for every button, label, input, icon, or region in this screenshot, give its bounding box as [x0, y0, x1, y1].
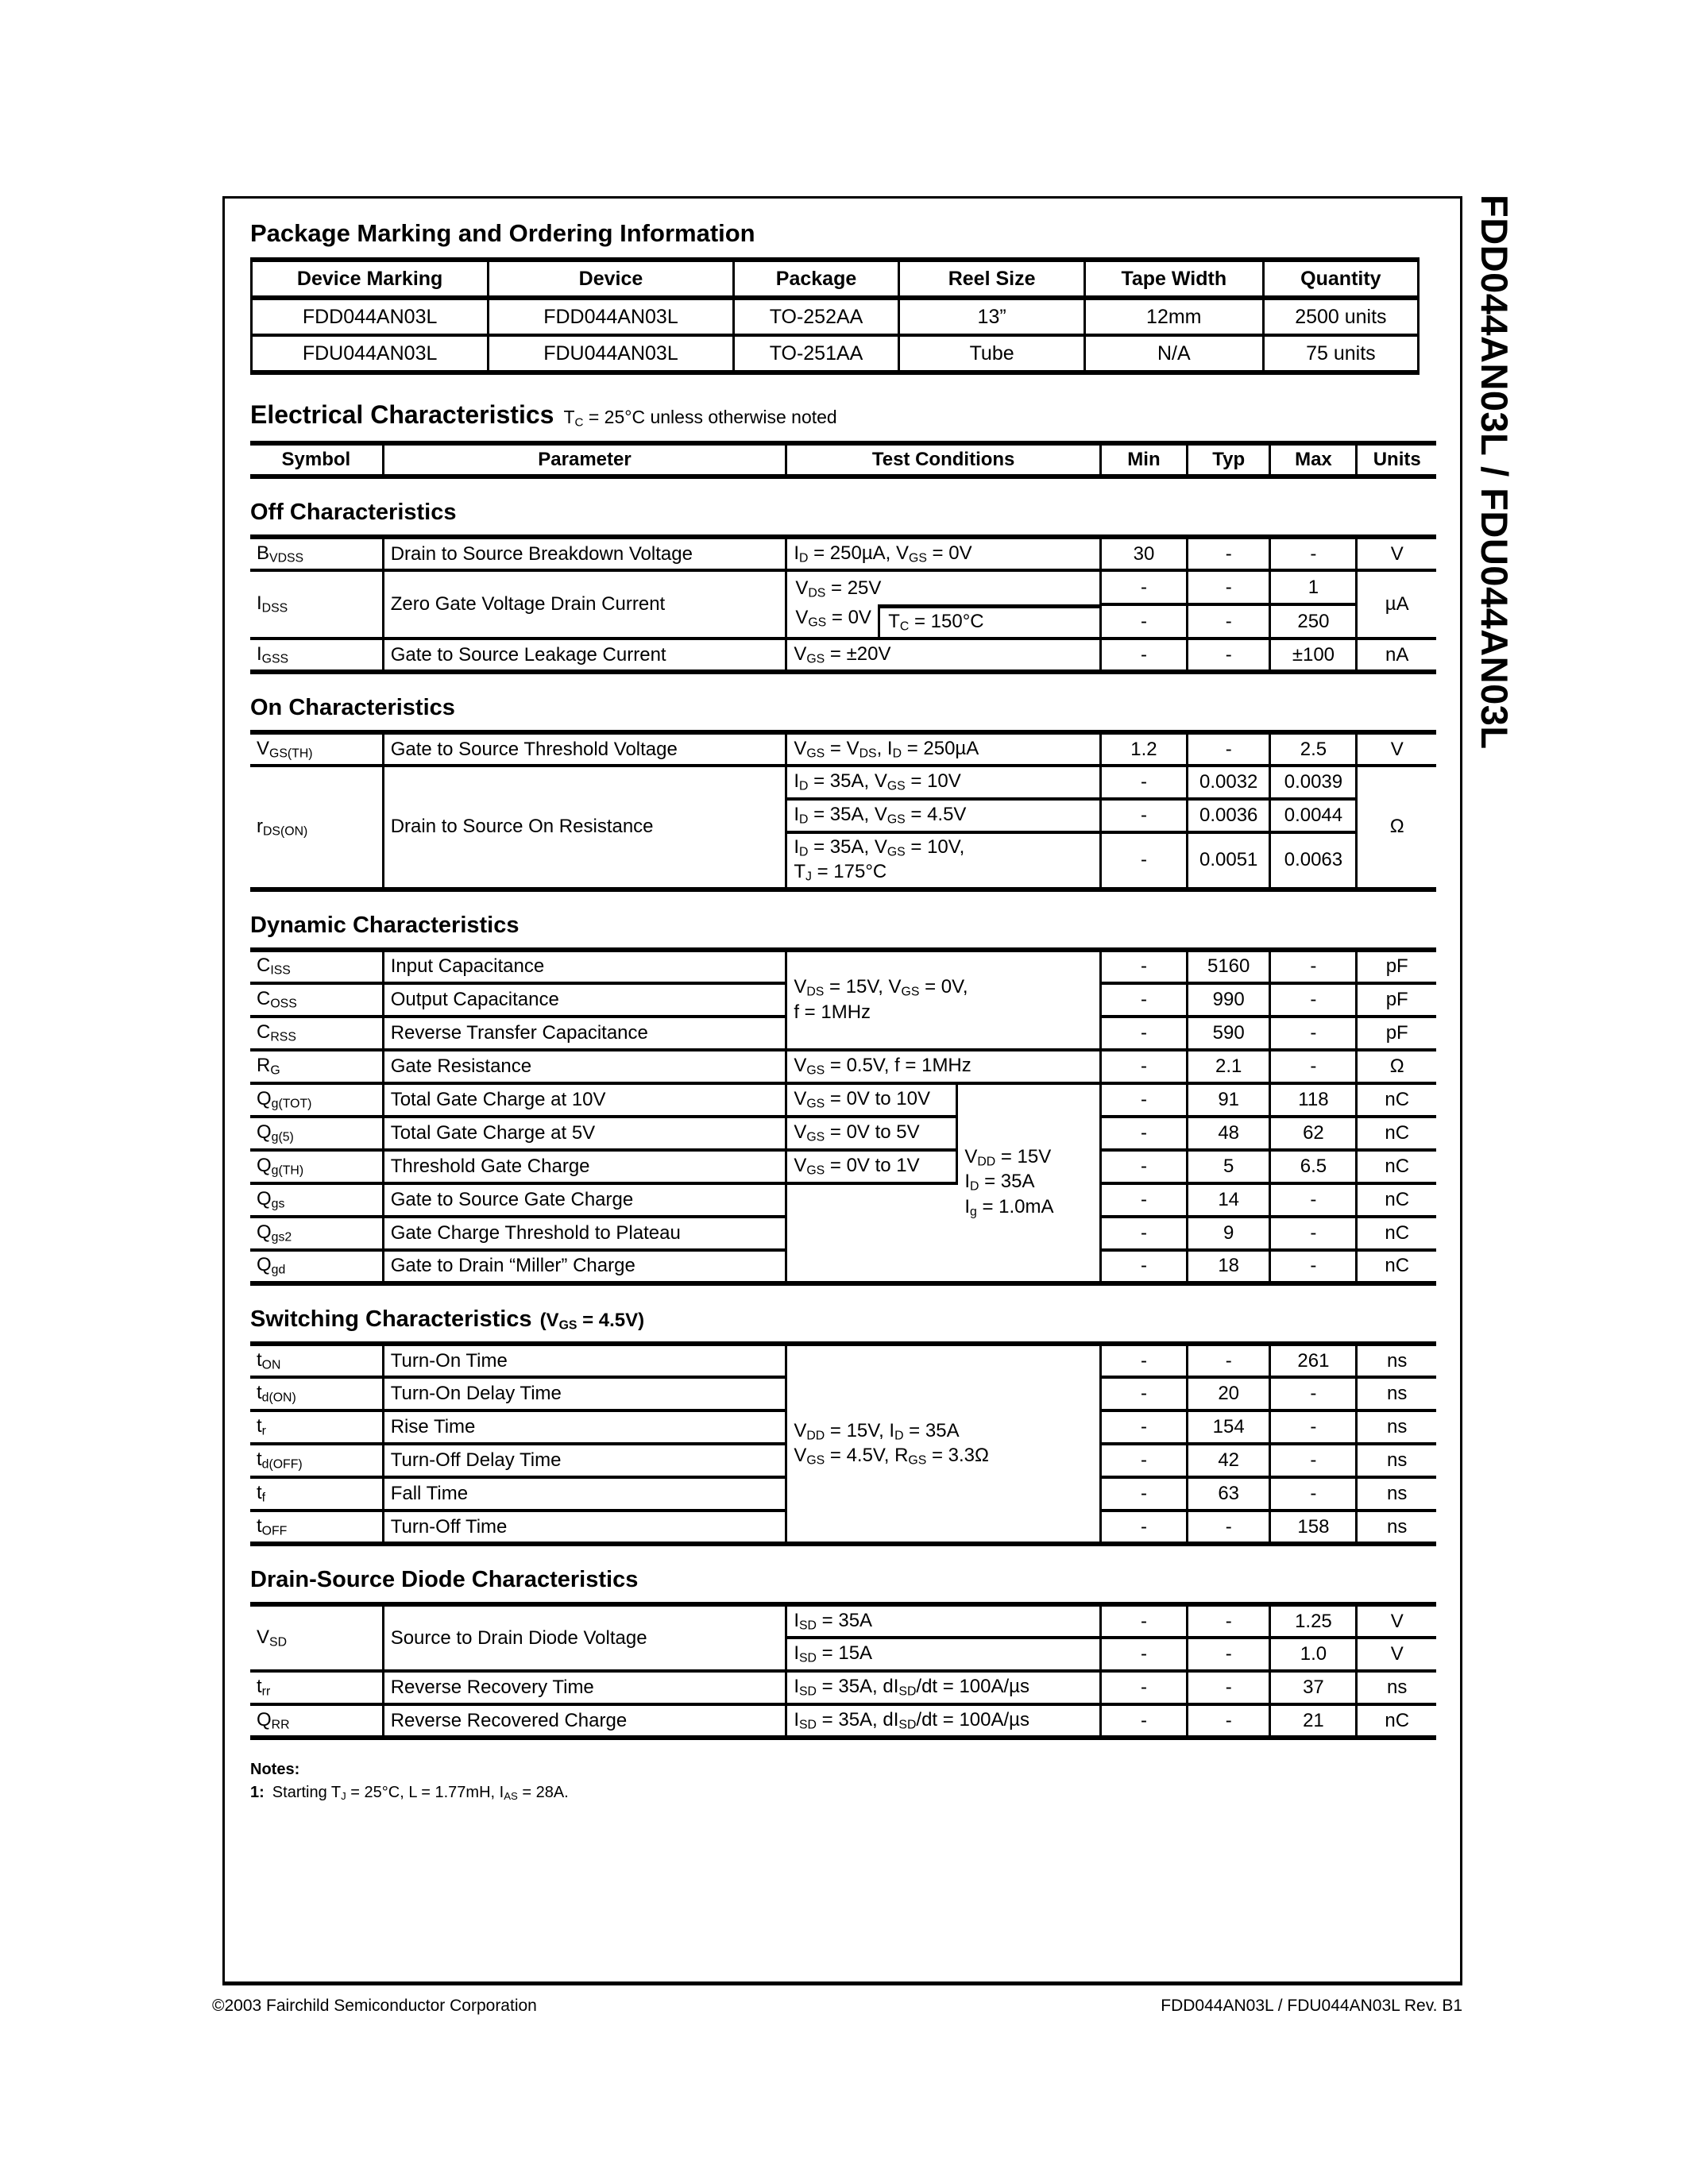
cell-typ: - — [1187, 732, 1270, 766]
row-rdson — [250, 766, 1436, 799]
section-title-suffix: $(V_{GS} = 4.5V)$ — [539, 1309, 645, 1333]
cell-symbol: $V_{GS(TH)}$ — [250, 732, 383, 766]
table-row — [252, 335, 1419, 372]
switching-characteristics-title — [250, 1306, 1436, 1333]
cell-max: 158 — [1270, 1511, 1357, 1544]
cell-min: - — [1100, 604, 1187, 639]
cell-min: - — [1100, 639, 1187, 672]
row-qg5 — [250, 1117, 1436, 1150]
diode-characteristics-table — [250, 1602, 1436, 1740]
cell-min: - — [1100, 832, 1187, 889]
cell-typ: 91 — [1187, 1083, 1270, 1117]
cell-symbol: $Q_{gs2}$ — [250, 1217, 383, 1250]
cell-symbol: $Q_{g(TH)}$ — [250, 1150, 383, 1183]
cell-symbol: $Q_{RR}$ — [250, 1704, 383, 1738]
cell-parameter: Gate to Drain “Miller” Charge — [383, 1250, 786, 1283]
column-header: Quantity — [1263, 260, 1418, 298]
cell-symbol: $Q_{gs}$ — [250, 1183, 383, 1217]
cell-max: - — [1270, 1410, 1357, 1444]
cell-min: - — [1100, 1638, 1187, 1671]
cell: N/A — [1084, 335, 1263, 372]
cell-typ: - — [1187, 1638, 1270, 1671]
cell-typ: 2.1 — [1187, 1050, 1270, 1083]
row-qgth — [250, 1150, 1436, 1183]
cell-units: nA — [1357, 639, 1436, 672]
condition-line: $V_{DS} = 15V$, $V_{GS} = 0V$, — [794, 976, 968, 999]
cell: 75 units — [1263, 335, 1418, 372]
cell-parameter: Drain to Source On Resistance — [383, 766, 786, 889]
condition-line: $V_{DD} = 15V$ — [964, 1146, 1052, 1169]
cell-parameter: Turn-Off Time — [383, 1511, 786, 1544]
cell-parameter: Reverse Recovered Charge — [383, 1704, 786, 1738]
cell-max: 37 — [1270, 1671, 1357, 1704]
cell-parameter: Zero Gate Voltage Drain Current — [383, 570, 786, 639]
cell-units: pF — [1357, 950, 1436, 983]
ordering-section-title: Package Marking and Ordering Information — [250, 219, 755, 247]
cell-min: 1.2 — [1100, 732, 1187, 766]
cell-typ: - — [1187, 1704, 1270, 1738]
cell-max: 1 — [1270, 570, 1357, 604]
cell-units: ns — [1357, 1444, 1436, 1477]
cell-condition: $I_{SD} = 35A$, $dI_{SD}/dt = 100A/\mu s$ — [786, 1704, 1101, 1738]
cell-typ: 63 — [1187, 1477, 1270, 1511]
cell-symbol: $R_G$ — [250, 1050, 383, 1083]
row-ton — [250, 1344, 1436, 1377]
cell-typ: - — [1187, 537, 1270, 570]
cell-symbol: $Q_{g(TOT)}$ — [250, 1083, 383, 1117]
cell-units: ns — [1357, 1671, 1436, 1704]
cell-symbol: $V_{SD}$ — [250, 1604, 383, 1671]
section-title-text: Switching Characteristics — [250, 1306, 532, 1332]
cell-max: 62 — [1270, 1117, 1357, 1150]
cell-symbol: $t_{OFF}$ — [250, 1511, 383, 1544]
cell-min: - — [1100, 1477, 1187, 1511]
cell-typ: 20 — [1187, 1377, 1270, 1410]
footer-doc-revision: FDD044AN03L / FDU044AN03L Rev. B1 — [1161, 1997, 1462, 2015]
cell-parameter: Turn-On Delay Time — [383, 1377, 786, 1410]
cell-typ: 590 — [1187, 1017, 1270, 1050]
cell-max: - — [1270, 1217, 1357, 1250]
cell-max: 1.0 — [1270, 1638, 1357, 1671]
cell-min: - — [1100, 983, 1187, 1017]
column-header: Tape Width — [1084, 260, 1263, 298]
cell-condition: $V_{GS} = 0.5V$, f = 1MHz — [786, 1050, 1101, 1083]
note-number: 1: — [250, 1784, 265, 1802]
cell-parameter: Gate to Source Threshold Voltage — [383, 732, 786, 766]
off-characteristics-title — [250, 500, 1436, 526]
cell-condition: $I_{SD} = 15A$ — [786, 1638, 1101, 1671]
cell-typ: 0.0051 — [1187, 832, 1270, 889]
cell-max: 2.5 — [1270, 732, 1357, 766]
cell-min: - — [1100, 1704, 1187, 1738]
cell-parameter: Fall Time — [383, 1477, 786, 1511]
cell-typ: 42 — [1187, 1444, 1270, 1477]
cell-max: 261 — [1270, 1344, 1357, 1377]
ordering-table — [250, 257, 1420, 375]
cell-max: 0.0063 — [1270, 832, 1357, 889]
cell-typ: 5 — [1187, 1150, 1270, 1183]
section-title-text: Drain-Source Diode Characteristics — [250, 1567, 639, 1593]
condition-line: $I_D = 35A$, $V_{GS} = 10V$, — [794, 836, 965, 859]
cell-units: nC — [1357, 1217, 1436, 1250]
cell-typ: 14 — [1187, 1183, 1270, 1217]
cell-parameter: Reverse Transfer Capacitance — [383, 1017, 786, 1050]
condition-line: $V_{DS} = 25V$ — [795, 577, 882, 600]
condition-line: $T_J = 175^\circ C$ — [794, 861, 887, 884]
electrical-section-title — [250, 400, 1436, 430]
cell-symbol: $t_{rr}$ — [250, 1671, 383, 1704]
cell: FDD044AN03L — [489, 298, 734, 335]
cell-max: ±100 — [1270, 639, 1357, 672]
cell-typ: - — [1187, 1344, 1270, 1377]
cell-parameter: Source to Drain Diode Voltage — [383, 1604, 786, 1671]
cell-min: - — [1100, 1150, 1187, 1183]
cell-max: 1.25 — [1270, 1604, 1357, 1638]
on-characteristics-title — [250, 695, 1436, 721]
row-igss — [250, 639, 1436, 672]
cell-symbol: $I_{DSS}$ — [250, 570, 383, 639]
cell-condition — [786, 950, 1101, 1050]
cell-condition: $I_{SD} = 35A$, $dI_{SD}/dt = 100A/\mu s$ — [786, 1671, 1101, 1704]
cell-min: - — [1100, 1250, 1187, 1283]
cell-symbol: $I_{GSS}$ — [250, 639, 383, 672]
cell-parameter: Drain to Source Breakdown Voltage — [383, 537, 786, 570]
cell-typ: 154 — [1187, 1410, 1270, 1444]
row-vsd — [250, 1604, 1436, 1638]
row-qgs — [250, 1183, 1436, 1217]
cell-units: V — [1357, 537, 1436, 570]
cell-min: - — [1100, 1444, 1187, 1477]
cell-typ: 0.0032 — [1187, 766, 1270, 799]
cell-max: 21 — [1270, 1704, 1357, 1738]
cell: TO-252AA — [733, 298, 899, 335]
footer-copyright: ©2003 Fairchild Semiconductor Corporation — [212, 1997, 537, 2015]
column-header: Min — [1100, 443, 1187, 477]
cell-max: - — [1270, 537, 1357, 570]
cell-typ: - — [1187, 1511, 1270, 1544]
cell-units: ns — [1357, 1344, 1436, 1377]
side-part-number-title: FDD044AN03L / FDU044AN03L — [1474, 195, 1516, 750]
cell-max: - — [1270, 1377, 1357, 1410]
cell-condition: $V_{GS} = 0V$ to 10V — [786, 1083, 957, 1117]
column-header: Device Marking — [252, 260, 489, 298]
cell: FDU044AN03L — [489, 335, 734, 372]
cell-typ: 18 — [1187, 1250, 1270, 1283]
cell-condition — [786, 570, 1101, 639]
row-ciss — [250, 950, 1436, 983]
cell-max: 0.0039 — [1270, 766, 1357, 799]
row-rg — [250, 1050, 1436, 1083]
cell-condition: $V_{GS} = V_{DS}$, $I_D = 250\mu A$ — [786, 732, 1101, 766]
column-header: Symbol — [250, 443, 383, 477]
cell-condition: $V_{GS} = 0V$ to 5V — [786, 1117, 957, 1150]
cell-typ: 5160 — [1187, 950, 1270, 983]
cell-max: - — [1270, 1444, 1357, 1477]
row-bvdss — [250, 537, 1436, 570]
cell: 2500 units — [1263, 298, 1418, 335]
cell-typ: 48 — [1187, 1117, 1270, 1150]
cell-condition: $I_{SD} = 35A$ — [786, 1604, 1101, 1638]
cell-condition: $V_{GS} = \pm 20V$ — [786, 639, 1101, 672]
cell-min: - — [1100, 1050, 1187, 1083]
cell-units: nC — [1357, 1250, 1436, 1283]
cell-parameter: Total Gate Charge at 10V — [383, 1083, 786, 1117]
cell-typ: 9 — [1187, 1217, 1270, 1250]
electrical-subtitle: $T_C = 25^\circ C$ unless otherwise noted — [563, 407, 837, 430]
column-header: Reel Size — [899, 260, 1085, 298]
cell-typ: - — [1187, 570, 1270, 604]
cell-typ: - — [1187, 604, 1270, 639]
cell-max: 6.5 — [1270, 1150, 1357, 1183]
cell-condition-empty — [786, 1183, 957, 1283]
ordering-header-row — [252, 260, 1419, 298]
cell-symbol: $t_r$ — [250, 1410, 383, 1444]
condition-line: $I_g = 1.0mA$ — [964, 1195, 1054, 1219]
cell: 12mm — [1084, 298, 1263, 335]
cell-min: - — [1100, 1377, 1187, 1410]
section-title-text: On Characteristics — [250, 695, 455, 720]
condition-line: $V_{GS} = 0V$ — [795, 606, 871, 629]
dynamic-characteristics-table — [250, 947, 1436, 1286]
cell-condition: $I_D = 35A$, $V_{GS} = 10V$ — [786, 766, 1101, 799]
cell-condition-shared — [786, 1344, 1101, 1544]
cell-symbol: $t_f$ — [250, 1477, 383, 1511]
cell-units: nC — [1357, 1117, 1436, 1150]
cell-max: - — [1270, 983, 1357, 1017]
notes-label: Notes: — [250, 1761, 300, 1779]
cell-max: - — [1270, 950, 1357, 983]
row-vgsth — [250, 732, 1436, 766]
switching-characteristics-table — [250, 1341, 1436, 1546]
cell-min: - — [1100, 1083, 1187, 1117]
cell-parameter: Output Capacitance — [383, 983, 786, 1017]
cell-parameter: Reverse Recovery Time — [383, 1671, 786, 1704]
condition-line: $T_C = 150^\circ C$ — [888, 611, 984, 634]
cell-max: - — [1270, 1050, 1357, 1083]
section-title-text: Dynamic Characteristics — [250, 912, 520, 938]
cell-units: V — [1357, 732, 1436, 766]
page-footer — [212, 1997, 1462, 2016]
cell-symbol: $C_{RSS}$ — [250, 1017, 383, 1050]
cell-min: - — [1100, 1410, 1187, 1444]
cell-min: - — [1100, 1217, 1187, 1250]
cell-max: 250 — [1270, 604, 1357, 639]
cell-max: - — [1270, 1017, 1357, 1050]
cell-parameter: Gate to Source Leakage Current — [383, 639, 786, 672]
cell-symbol: $r_{DS(ON)}$ — [250, 766, 383, 889]
cell-min: - — [1100, 1671, 1187, 1704]
characteristics-header-row — [250, 443, 1436, 477]
cell-symbol: $C_{OSS}$ — [250, 983, 383, 1017]
cell-typ: - — [1187, 1671, 1270, 1704]
cell-parameter: Turn-On Time — [383, 1344, 786, 1377]
cell-max: 0.0044 — [1270, 799, 1357, 832]
column-header: Units — [1357, 443, 1436, 477]
cell-min: - — [1100, 1017, 1187, 1050]
notes-section — [250, 1761, 1436, 1802]
cell-min: 30 — [1100, 537, 1187, 570]
row-qrr — [250, 1704, 1436, 1738]
cell: FDU044AN03L — [252, 335, 489, 372]
cell-symbol: $Q_{g(5)}$ — [250, 1117, 383, 1150]
on-characteristics-table — [250, 730, 1436, 892]
diode-characteristics-title — [250, 1567, 1436, 1593]
column-header: Device — [489, 260, 734, 298]
row-qgtot — [250, 1083, 1436, 1117]
cell-min: - — [1100, 1511, 1187, 1544]
cell-parameter: Turn-Off Delay Time — [383, 1444, 786, 1477]
datasheet-page-frame — [222, 196, 1462, 1985]
cell-symbol: $B_{VDSS}$ — [250, 537, 383, 570]
table-row — [252, 298, 1419, 335]
cell-condition: $V_{GS} = 0V$ to 1V — [786, 1150, 957, 1183]
cell-typ: 0.0036 — [1187, 799, 1270, 832]
row-trr — [250, 1671, 1436, 1704]
cell-parameter: Input Capacitance — [383, 950, 786, 983]
column-header: Max — [1270, 443, 1357, 477]
column-header: Test Conditions — [786, 443, 1101, 477]
note-text: Starting $T_J = 25^\circ C$, L = 1.77mH, $I_{AS} = 28A$. — [272, 1784, 569, 1802]
cell-parameter: Gate Charge Threshold to Plateau — [383, 1217, 786, 1250]
cell-condition: $I_D = 35A$, $V_{GS} = 4.5V$ — [786, 799, 1101, 832]
cell-parameter: Gate Resistance — [383, 1050, 786, 1083]
cell-units: Ω — [1357, 766, 1436, 889]
condition-sub-box — [878, 604, 1099, 637]
cell-units: pF — [1357, 983, 1436, 1017]
cell-max: 118 — [1270, 1083, 1357, 1117]
condition-line: f = 1MHz — [794, 1001, 871, 1023]
cell-units: nC — [1357, 1150, 1436, 1183]
cell-min: - — [1100, 570, 1187, 604]
cell-units: ns — [1357, 1477, 1436, 1511]
cell-symbol: $t_{ON}$ — [250, 1344, 383, 1377]
electrical-title: Electrical Characteristics — [250, 400, 554, 429]
cell-units: pF — [1357, 1017, 1436, 1050]
off-characteristics-table — [250, 534, 1436, 674]
cell-condition — [786, 832, 1101, 889]
cell-max: - — [1270, 1250, 1357, 1283]
cell-units: ns — [1357, 1511, 1436, 1544]
cell-min: - — [1100, 1604, 1187, 1638]
cell-min: - — [1100, 1344, 1187, 1377]
cell-units: µA — [1357, 570, 1436, 639]
cell-max: - — [1270, 1477, 1357, 1511]
cell-units: V — [1357, 1604, 1436, 1638]
cell-parameter: Total Gate Charge at 5V — [383, 1117, 786, 1150]
condition-line: $V_{GS} = 4.5V$, $R_{GS} = 3.3\Omega$ — [794, 1445, 989, 1468]
cell-typ: - — [1187, 639, 1270, 672]
cell: TO-251AA — [733, 335, 899, 372]
cell-min: - — [1100, 766, 1187, 799]
cell-parameter: Threshold Gate Charge — [383, 1150, 786, 1183]
column-header: Parameter — [383, 443, 786, 477]
electrical-header-table — [250, 441, 1436, 479]
cell-units: Ω — [1357, 1050, 1436, 1083]
cell-condition-shared — [957, 1083, 1101, 1283]
cell: Tube — [899, 335, 1085, 372]
section-title-text: Off Characteristics — [250, 500, 457, 525]
cell-symbol: $C_{ISS}$ — [250, 950, 383, 983]
cell-parameter: Gate to Source Gate Charge — [383, 1183, 786, 1217]
condition-line: $I_D = 35A$ — [964, 1171, 1035, 1194]
cell-units: ns — [1357, 1410, 1436, 1444]
cell-units: nC — [1357, 1704, 1436, 1738]
cell-units: nC — [1357, 1183, 1436, 1217]
dynamic-characteristics-title — [250, 913, 1436, 939]
cell-min: - — [1100, 1117, 1187, 1150]
cell-min: - — [1100, 799, 1187, 832]
cell-units: ns — [1357, 1377, 1436, 1410]
cell-min: - — [1100, 1183, 1187, 1217]
cell-symbol: $t_{d(ON)}$ — [250, 1377, 383, 1410]
condition-line: $V_{DD} = 15V$, $I_D = 35A$ — [794, 1419, 960, 1443]
cell-symbol: $t_{d(OFF)}$ — [250, 1444, 383, 1477]
cell-units: V — [1357, 1638, 1436, 1671]
cell: 13” — [899, 298, 1085, 335]
cell-parameter: Rise Time — [383, 1410, 786, 1444]
note-item — [250, 1784, 1436, 1802]
column-header: Typ — [1187, 443, 1270, 477]
cell: FDD044AN03L — [252, 298, 489, 335]
cell-condition: $I_D = 250\mu A$, $V_{GS} = 0V$ — [786, 537, 1101, 570]
cell-typ: 990 — [1187, 983, 1270, 1017]
column-header: Package — [733, 260, 899, 298]
cell-units: nC — [1357, 1083, 1436, 1117]
cell-symbol: $Q_{gd}$ — [250, 1250, 383, 1283]
row-idss — [250, 570, 1436, 604]
cell-min: - — [1100, 950, 1187, 983]
cell-typ: - — [1187, 1604, 1270, 1638]
cell-max: - — [1270, 1183, 1357, 1217]
